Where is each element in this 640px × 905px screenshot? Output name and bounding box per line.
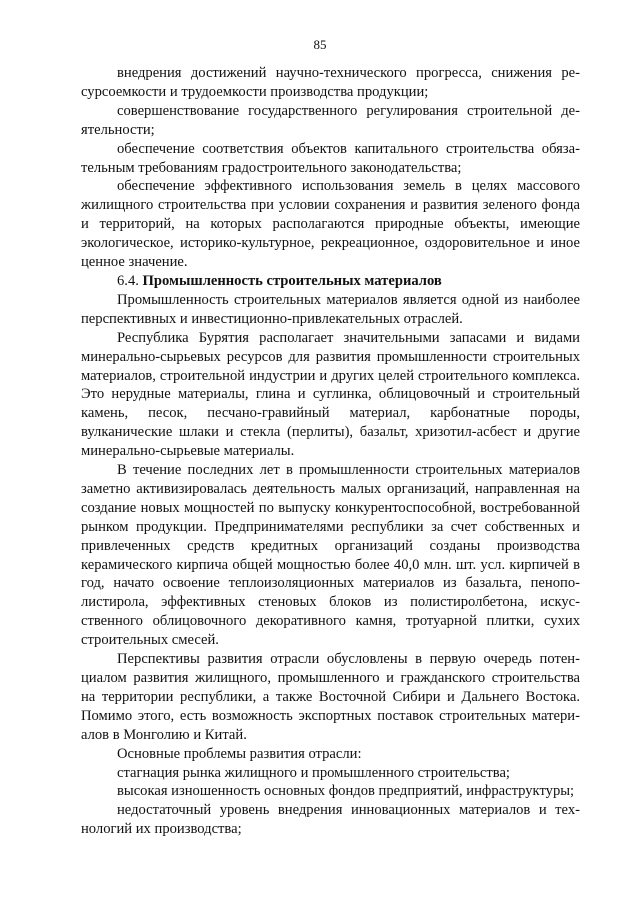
section-number: 6.4. [117,272,139,289]
problems-intro: Основные проблемы развития отрасли: [117,745,362,762]
intro-list-item: обеспечение эффективного использования земель в целях массового жилищного строительства при условии сохранения и развития зеленого фонда и территорий, на которых располагаются природные объекты, имеющие экологическое, историко-культурное, рекреационное, оздоровительное и иное ценное значение. [81,178,580,271]
paragraph: Республика Бурятия располагает значительными запасами и видами минерально-сырьевых ресурсов для развития промышленности строительных материалов, строительной индустрии и других целей строительного комплекса. Это нерудные материалы, глина и суглинка, облицовочный и строительный камень, песок, песчано-гравийный материал, карбонатные породы, вулканические шлаки и стекла (перлиты), базальт, хризотил-асбест и другие минерально-сырьевые материалы. [81,329,580,460]
paragraph: В течение последних лет в промышленности строительных материалов заметно активизировалась деятельность малых организаций, направленная на создание новых мощностей по выпуску конкурентоспособной, востребованной рынком продукции. Предпринимателями республики за счет собственных и привлеченных средств кредитных организаций созданы производства керамического кирпича общей мощностью более 40,0 млн. шт. усл. кирпичей в год, начато освоение теплоизоляционных материалов из базальта, пенополистирола, эффективных стеновых блоков из полистиролбетона, искусственного облицовочного декоративного камня, тротуарной плитки, сухих строительных смесей. [81,462,580,649]
intro-list-item: обеспечение соответствия объектов капитального строительства обязательным требованиям градостроительного законодательства; [81,140,580,176]
intro-list-item: совершенствование государственного регулирования строительной деятельности; [81,102,580,138]
page-content [81,64,580,839]
paragraph: Промышленность строительных материалов является одной из наиболее перспективных и инвестиционно-привлекательных отраслей. [81,291,580,327]
problem-item: стагнация рынка жилищного и промышленного строительства; [117,764,510,781]
problem-item: недостаточный уровень внедрения инновационных материалов и технологий их производства; [81,802,580,838]
section-title: Промышленность строительных материалов [142,272,442,289]
paragraph: Перспективы развития отрасли обусловлены в первую очередь потенциалом развития жилищного, промышленного и гражданского строительства на территории республики, а также Восточной Сибири и Дальнего Востока. Помимо этого, есть возможность экспортных поставок строительных материалов в Монголию и Китай. [81,651,580,743]
page-number: 85 [313,37,327,52]
section-heading [81,272,580,291]
intro-list-item: внедрения достижений научно-технического прогресса, снижения ресурсоемкости и трудоемкости производства продукции; [81,65,580,100]
problem-item: высокая изношенность основных фондов предприятий, инфраструктуры; [117,783,575,800]
